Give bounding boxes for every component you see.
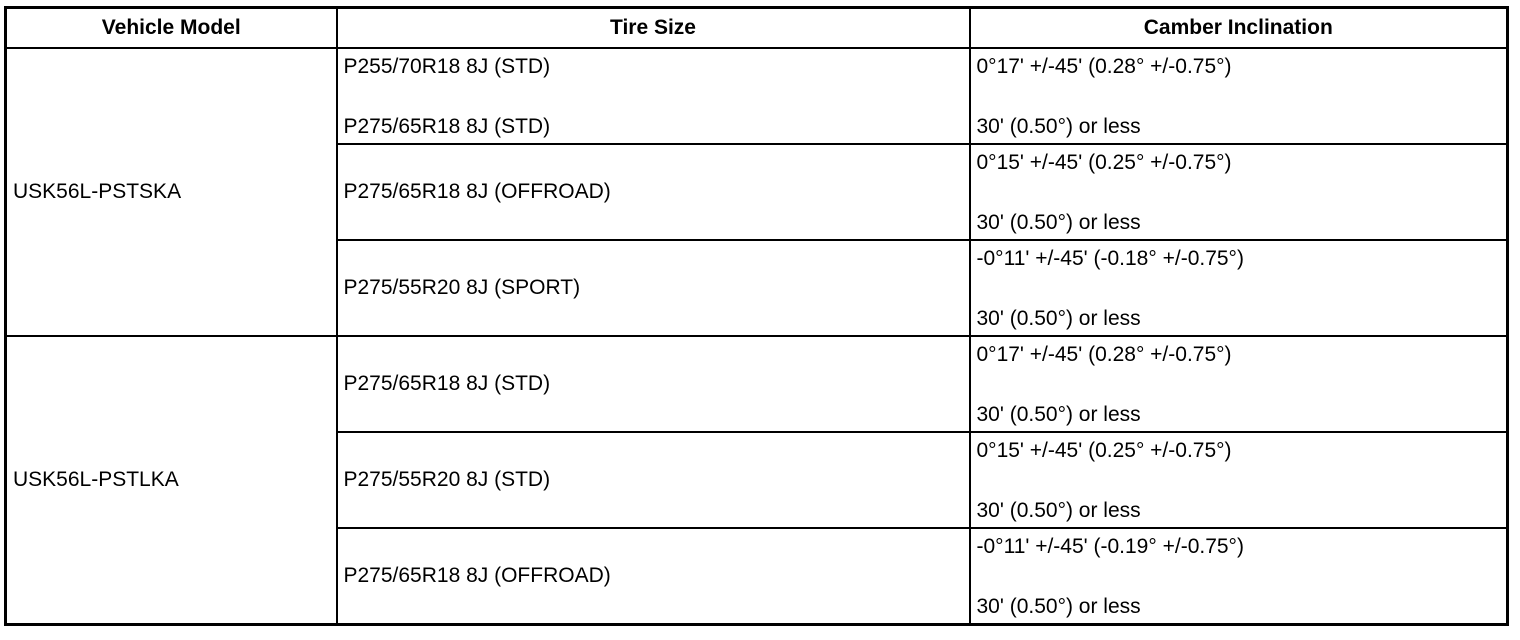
camber-limit: 30' (0.50°) or less [976,307,1141,330]
camber-value: -0°11' +/-45' (-0.18° +/-0.75°) [976,247,1244,270]
vehicle-model-cell: USK56L-PSTSKA [6,48,337,336]
header-vehicle-model: Vehicle Model [6,8,337,49]
camber-limit: 30' (0.50°) or less [976,115,1141,138]
tire-size-value: P275/65R18 8J (OFFROAD) [343,180,611,203]
tire-size-value: P255/70R18 8J (STD) [343,55,551,78]
camber-cell [970,432,1508,528]
header-row [6,8,1508,49]
camber-cell [970,240,1508,336]
tire-size-cell [337,240,970,336]
table-row [6,336,1508,432]
camber-cell [970,336,1508,432]
table-header [6,8,1508,49]
tire-size-cell [337,48,970,144]
camber-value: -0°11' +/-45' (-0.19° +/-0.75°) [976,535,1244,558]
header-camber-inclination: Camber Inclination [970,8,1508,49]
camber-cell [970,144,1508,240]
camber-value: 0°17' +/-45' (0.28° +/-0.75°) [976,55,1232,78]
tire-size-value: P275/55R20 8J (SPORT) [343,276,581,299]
camber-spec-table [4,6,1509,626]
camber-limit: 30' (0.50°) or less [976,211,1141,234]
camber-cell [970,48,1508,144]
camber-value: 0°15' +/-45' (0.25° +/-0.75°) [976,151,1232,174]
tire-size-cell [337,144,970,240]
tire-size-value: P275/65R18 8J (STD) [343,372,551,395]
tire-size-value: P275/55R20 8J (STD) [343,468,551,491]
camber-limit: 30' (0.50°) or less [976,499,1141,522]
camber-value: 0°15' +/-45' (0.25° +/-0.75°) [976,439,1232,462]
camber-value: 0°17' +/-45' (0.28° +/-0.75°) [976,343,1232,366]
tire-size-value: P275/65R18 8J (STD) [343,115,551,138]
vehicle-model-cell: USK56L-PSTLKA [6,336,337,625]
tire-size-cell [337,528,970,625]
tire-size-value: P275/65R18 8J (OFFROAD) [343,564,611,587]
table-body [6,48,1508,625]
camber-cell [970,528,1508,625]
header-tire-size: Tire Size [337,8,970,49]
tire-size-cell [337,432,970,528]
tire-size-cell [337,336,970,432]
table-row [6,48,1508,144]
camber-limit: 30' (0.50°) or less [976,403,1141,426]
camber-limit: 30' (0.50°) or less [976,595,1141,618]
